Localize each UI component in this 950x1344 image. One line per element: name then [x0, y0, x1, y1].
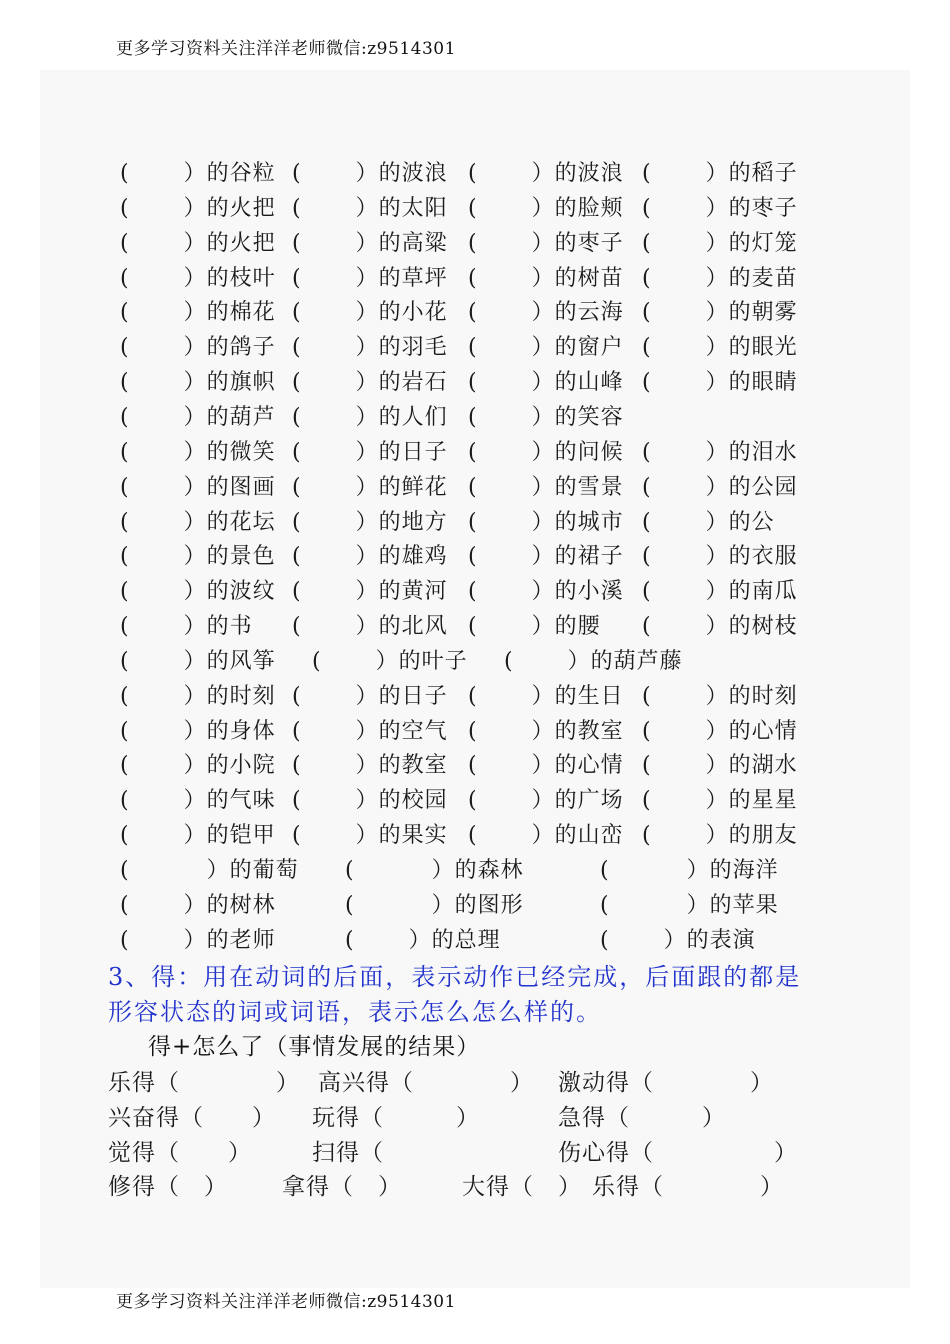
phrase-blank: ( ）的云海: [468, 300, 624, 326]
de-blank: 大得（ ）: [462, 1174, 582, 1201]
phrase-blank: ( ）的衣服: [642, 544, 798, 570]
phrase-blank: ( ）的老师: [120, 927, 276, 953]
phrase-blank: ( ）的小溪: [468, 579, 624, 605]
phrase-blank: ( ）的时刻: [642, 683, 798, 709]
phrase-blank: ( ）的树林: [120, 892, 276, 918]
phrase-blank: ( ）的山峦: [468, 823, 624, 849]
phrase-row: [0, 888, 950, 923]
phrase-blank: ( ）的谷粒: [120, 161, 276, 186]
phrase-blank: ( ）的叶子: [312, 648, 468, 674]
page-header: 更多学习资料关注洋洋老师微信:z9514301: [116, 39, 456, 59]
phrase-blank: ( ）的朝雾: [642, 300, 798, 326]
de-row: [0, 1099, 950, 1134]
phrase-blank: ( ）的城市: [468, 509, 624, 535]
phrase-blank: ( ）的山峰: [468, 370, 624, 396]
phrase-blank: ( ）的气味: [120, 788, 276, 814]
phrase-blank: ( ）的旗帜: [120, 370, 276, 396]
de-blank: 觉得（ ）: [108, 1139, 252, 1166]
phrase-blank: ( ）的眼光: [642, 335, 798, 361]
phrase-row: [0, 505, 950, 540]
phrase-blank: ( ）的森林: [345, 858, 524, 883]
phrase-blank: ( ）的葫芦藤: [504, 648, 683, 674]
phrase-blank: ( ）的树苗: [468, 265, 624, 291]
phrase-blank: ( ）的脸颊: [468, 195, 624, 221]
phrase-row: [0, 923, 950, 958]
phrase-blank: ( ）的花坛: [120, 509, 276, 535]
phrase-blank: ( ）的草坪: [292, 265, 448, 291]
phrase-blank: ( ）的雄鸡: [292, 544, 448, 570]
phrase-blank: ( ）的时刻: [120, 683, 276, 709]
phrase-blank: ( ）的图形: [345, 892, 524, 918]
phrase-blank: ( ）的麦苗: [642, 265, 798, 291]
phrase-row: [0, 609, 950, 644]
phrase-blank: ( ）的公园: [642, 474, 798, 500]
phrase-blank: ( ）的枝叶: [120, 265, 276, 291]
phrase-row: [0, 400, 950, 435]
phrase-row: [0, 644, 950, 679]
de-blank: 高兴得（ ）: [318, 1070, 534, 1096]
phrase-blank: ( ）的羽毛: [292, 335, 448, 361]
phrase-blank: ( ）的总理: [345, 927, 501, 953]
phrase-row: [0, 365, 950, 400]
phrase-blank: ( ）的微笑: [120, 439, 276, 465]
phrase-blank: ( ）的火把: [120, 230, 276, 256]
phrase-blank: ( ）的北风: [292, 614, 448, 640]
phrase-blank: ( ）的星星: [642, 788, 798, 814]
phrase-blank: ( ）的教室: [468, 718, 624, 744]
phrase-row: [0, 226, 950, 261]
phrase-row: [0, 330, 950, 365]
de-blank: 扫得（: [312, 1139, 480, 1166]
phrase-row: [0, 679, 950, 714]
de-blank: 玩得（ ）: [312, 1104, 480, 1131]
de-blank: 兴奋得（ ）: [108, 1104, 276, 1131]
phrase-blank: ( ）的教室: [292, 753, 448, 779]
phrase-blank: ( ）的枣子: [642, 195, 798, 221]
phrase-blank: ( ）的小花: [292, 300, 448, 326]
section-3-title: 3、得：用在动词的后面，表示动作已经完成，后面跟的都是: [108, 963, 802, 991]
phrase-row: [0, 818, 950, 853]
phrase-blank: ( ）的海洋: [600, 858, 779, 883]
phrase-blank: ( ）的书: [120, 614, 253, 640]
phrase-blank: ( ）的广场: [468, 788, 624, 814]
section-3-description: 形容状态的词或词语，表示怎么怎么样的。: [108, 998, 602, 1026]
phrase-blank: ( ）的果实: [292, 823, 448, 849]
phrase-blank: ( ）的波纹: [120, 579, 276, 605]
phrase-blank: ( ）的日子: [292, 683, 448, 709]
de-row: [0, 1134, 950, 1169]
phrase-blank: ( ）的公: [642, 509, 775, 535]
phrase-blank: ( ）的心情: [642, 718, 798, 744]
phrase-blank: ( ）的岩石: [292, 370, 448, 396]
phrase-blank: ( ）的葫芦: [120, 404, 276, 430]
phrase-row: [0, 783, 950, 818]
de-row: [0, 1064, 950, 1099]
section-3-subtitle: 得+怎么了（事情发展的结果）: [148, 1034, 481, 1060]
phrase-blank: ( ）的枣子: [468, 230, 624, 256]
phrase-blank: ( ）的南瓜: [642, 579, 798, 605]
phrase-blank: ( ）的朋友: [642, 823, 798, 849]
phrase-blank: ( ）的人们: [292, 404, 448, 430]
phrase-blank: ( ）的铠甲: [120, 823, 276, 849]
phrase-blank: ( ）的稻子: [642, 161, 798, 186]
phrase-blank: ( ）的心情: [468, 753, 624, 779]
phrase-blank: ( ）的地方: [292, 509, 448, 535]
de-blank: 拿得（ ）: [282, 1174, 402, 1201]
phrase-row: [0, 261, 950, 296]
phrase-blank: ( ）的鲜花: [292, 474, 448, 500]
de-blank: 伤心得（ ）: [558, 1139, 798, 1166]
de-blank: 修得（ ）: [108, 1174, 228, 1201]
phrase-row: [0, 156, 950, 191]
phrase-blank: ( ）的湖水: [642, 753, 798, 779]
phrase-row: [0, 748, 950, 783]
phrase-row: [0, 435, 950, 470]
phrase-blank: ( ）的表演: [600, 927, 756, 953]
de-blank: 乐得（ ）: [108, 1070, 300, 1096]
phrase-blank: ( ）的波浪: [468, 161, 624, 186]
phrase-blank: ( ）的鸽子: [120, 335, 276, 361]
de-blank: 急得（ ）: [558, 1104, 726, 1131]
phrase-blank: ( ）的校园: [292, 788, 448, 814]
page-footer: 更多学习资料关注洋洋老师微信:z9514301: [116, 1292, 456, 1312]
phrase-row: [0, 470, 950, 505]
phrase-row: [0, 853, 950, 888]
phrase-blank: ( ）的苹果: [600, 892, 779, 918]
phrase-blank: ( ）的泪水: [642, 439, 798, 465]
phrase-row: [0, 539, 950, 574]
phrase-row: [0, 714, 950, 749]
phrase-blank: ( ）的风筝: [120, 648, 276, 674]
de-blank: 乐得（ ）: [592, 1174, 784, 1201]
phrase-blank: ( ）的问候: [468, 439, 624, 465]
phrase-blank: ( ）的窗户: [468, 335, 624, 361]
phrase-row: [0, 191, 950, 226]
phrase-blank: ( ）的空气: [292, 718, 448, 744]
phrase-blank: ( ）的身体: [120, 718, 276, 744]
phrase-blank: ( ）的太阳: [292, 195, 448, 221]
phrase-blank: ( ）的波浪: [292, 161, 448, 186]
phrase-row: [0, 295, 950, 330]
phrase-blank: ( ）的眼睛: [642, 370, 798, 396]
phrase-blank: ( ）的黄河: [292, 579, 448, 605]
phrase-blank: ( ）的火把: [120, 195, 276, 221]
phrase-blank: ( ）的高粱: [292, 230, 448, 256]
phrase-blank: ( ）的树枝: [642, 614, 798, 640]
phrase-blank: ( ）的灯笼: [642, 230, 798, 256]
phrase-row: [0, 574, 950, 609]
de-blank: 激动得（ ）: [558, 1070, 774, 1096]
phrase-blank: ( ）的裙子: [468, 544, 624, 570]
phrase-blank: ( ）的笑容: [468, 404, 624, 430]
phrase-blank: ( ）的日子: [292, 439, 448, 465]
phrase-blank: ( ）的葡萄: [120, 858, 299, 883]
phrase-blank: ( ）的图画: [120, 474, 276, 500]
phrase-blank: ( ）的小院: [120, 753, 276, 779]
de-row: [0, 1168, 950, 1203]
phrase-blank: ( ）的雪景: [468, 474, 624, 500]
phrase-blank: ( ）的腰: [468, 614, 601, 640]
phrase-blank: ( ）的棉花: [120, 300, 276, 326]
phrase-blank: ( ）的景色: [120, 544, 276, 570]
phrase-blank: ( ）的生日: [468, 683, 624, 709]
